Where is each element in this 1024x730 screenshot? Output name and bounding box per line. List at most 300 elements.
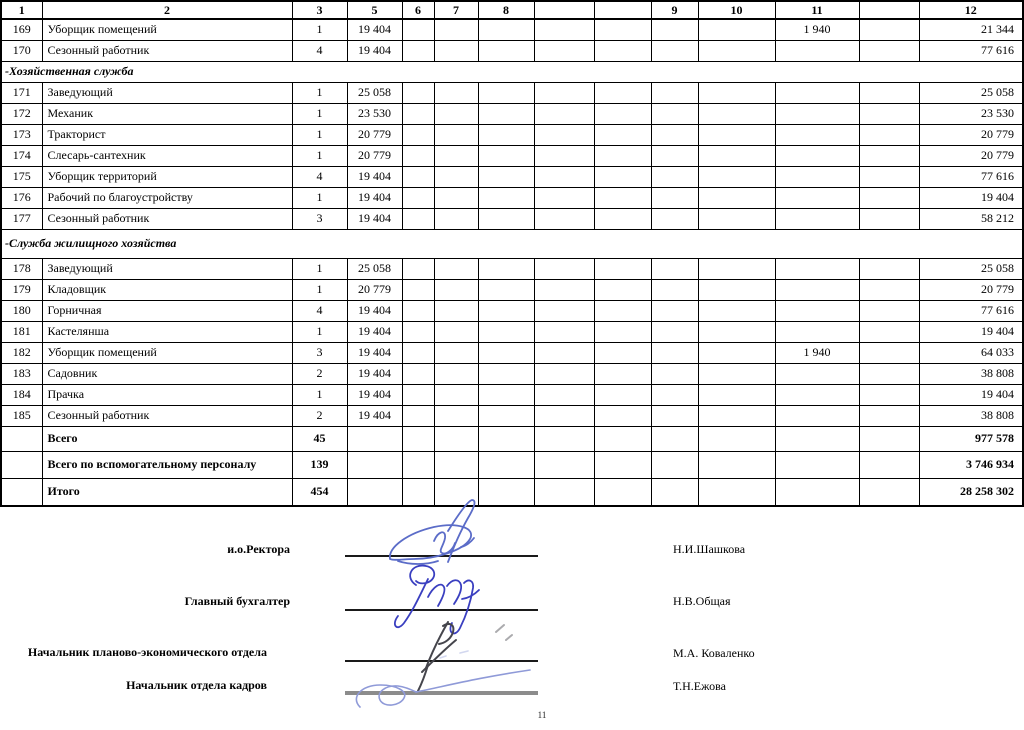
cell-c2: Заведующий [42,258,292,279]
cell-c9 [651,384,698,405]
cell-b3 [859,384,919,405]
column-header-blank [534,1,594,19]
cell-b2 [594,384,651,405]
cell-c3: 4 [292,166,347,187]
table-row [1,258,1023,279]
cell-c10 [698,19,775,40]
cell-c11: 1 940 [775,342,859,363]
cell-c7 [434,363,478,384]
cell-c1: 170 [1,40,42,61]
cell-c7 [434,384,478,405]
cell-c2: Прачка [42,384,292,405]
cell-c12: 28 258 302 [919,478,1023,506]
cell-c10 [698,82,775,103]
cell-b2 [594,451,651,478]
cell-c11 [775,426,859,451]
signatory-name: Т.Н.Ежова [673,679,726,693]
cell-c6 [402,145,434,166]
cell-c9 [651,363,698,384]
cell-b3 [859,166,919,187]
cell-c10 [698,145,775,166]
cell-c3: 3 [292,208,347,229]
table-row [1,279,1023,300]
cell-c9 [651,103,698,124]
cell-c9 [651,208,698,229]
cell-c6 [402,19,434,40]
cell-b2 [594,124,651,145]
cell-c3: 1 [292,82,347,103]
cell-b3 [859,124,919,145]
cell-c5: 19 404 [347,187,402,208]
column-header-10: 10 [698,1,775,19]
cell-c1: 180 [1,300,42,321]
cell-c12: 20 779 [919,124,1023,145]
cell-b3 [859,103,919,124]
cell-c11 [775,300,859,321]
cell-b2 [594,103,651,124]
cell-c2: Всего [42,426,292,451]
cell-b2 [594,145,651,166]
cell-c1: 184 [1,384,42,405]
column-header-blank [594,1,651,19]
cell-c11 [775,187,859,208]
cell-c2: Горничная [42,300,292,321]
cell-c12: 21 344 [919,19,1023,40]
cell-c12: 20 779 [919,145,1023,166]
cell-b2 [594,279,651,300]
cell-c3: 1 [292,19,347,40]
cell-c1: 171 [1,82,42,103]
cell-c9 [651,82,698,103]
cell-b2 [594,82,651,103]
cell-c9 [651,279,698,300]
column-header-3: 3 [292,1,347,19]
column-header-blank [859,1,919,19]
cell-c9 [651,300,698,321]
cell-c5: 19 404 [347,166,402,187]
section-label: -Хозяйственная служба [1,61,1023,82]
cell-c11 [775,478,859,506]
cell-c1: 182 [1,342,42,363]
cell-c7 [434,40,478,61]
cell-c5: 19 404 [347,405,402,426]
column-header-8: 8 [478,1,534,19]
signature-title-rector: и.о.Ректора [227,542,290,556]
cell-c1: 185 [1,405,42,426]
cell-c2: Итого [42,478,292,506]
cell-c9 [651,124,698,145]
cell-c12: 19 404 [919,384,1023,405]
column-header-5: 5 [347,1,402,19]
cell-c10 [698,40,775,61]
cell-c2: Тракторист [42,124,292,145]
cell-c8 [478,279,534,300]
cell-c8 [478,145,534,166]
cell-b1 [534,208,594,229]
cell-b1 [534,279,594,300]
cell-c7 [434,279,478,300]
cell-c7 [434,103,478,124]
cell-c1: 176 [1,187,42,208]
cell-c2: Рабочий по благоустройству [42,187,292,208]
cell-b3 [859,258,919,279]
cell-c9 [651,321,698,342]
cell-c3: 3 [292,342,347,363]
cell-b2 [594,405,651,426]
cell-c11 [775,103,859,124]
cell-c6 [402,103,434,124]
table-row [1,300,1023,321]
cell-b2 [594,321,651,342]
cell-c2: Механик [42,103,292,124]
cell-c2: Кастелянша [42,321,292,342]
cell-c7 [434,208,478,229]
cell-c5: 19 404 [347,384,402,405]
cell-b2 [594,426,651,451]
section-row [1,61,1023,82]
cell-c7 [434,321,478,342]
cell-c5 [347,426,402,451]
cell-b1 [534,82,594,103]
cell-c5: 19 404 [347,321,402,342]
cell-b3 [859,451,919,478]
cell-c12: 23 530 [919,103,1023,124]
cell-c9 [651,258,698,279]
signature-ink-overlay [300,495,560,720]
cell-c1: 174 [1,145,42,166]
cell-c3: 1 [292,187,347,208]
cell-b1 [534,40,594,61]
cell-c10 [698,384,775,405]
cell-c6 [402,451,434,478]
cell-c1: 169 [1,19,42,40]
cell-c6 [402,258,434,279]
cell-b3 [859,187,919,208]
cell-c12: 64 033 [919,342,1023,363]
cell-c8 [478,342,534,363]
cell-b3 [859,300,919,321]
cell-c8 [478,187,534,208]
cell-b2 [594,187,651,208]
cell-c10 [698,342,775,363]
column-header-12: 12 [919,1,1023,19]
table-row [1,384,1023,405]
section-label: -Служба жилищного хозяйства [1,229,1023,258]
cell-b1 [534,342,594,363]
cell-c2: Уборщик помещений [42,342,292,363]
table-row [1,82,1023,103]
cell-b1 [534,451,594,478]
cell-b2 [594,342,651,363]
cell-c10 [698,258,775,279]
cell-c8 [478,363,534,384]
cell-c8 [478,300,534,321]
cell-c2: Всего по вспомогательному персоналу [42,451,292,478]
cell-c12: 38 808 [919,405,1023,426]
cell-b2 [594,258,651,279]
cell-c11 [775,405,859,426]
cell-b1 [534,103,594,124]
cell-c10 [698,300,775,321]
cell-c9 [651,40,698,61]
cell-c5: 19 404 [347,40,402,61]
cell-c8 [478,82,534,103]
cell-b3 [859,363,919,384]
total-row [1,451,1023,478]
cell-b1 [534,300,594,321]
cell-c2: Сезонный работник [42,40,292,61]
cell-c9 [651,19,698,40]
signature-title-planning-head: Начальник планово-экономического отдела [27,645,267,659]
cell-c7 [434,426,478,451]
cell-c6 [402,426,434,451]
table-row [1,363,1023,384]
signature-ink-4 [356,651,530,707]
cell-c12: 3 746 934 [919,451,1023,478]
cell-c11 [775,279,859,300]
cell-c3: 1 [292,145,347,166]
cell-c3: 4 [292,300,347,321]
cell-c1 [1,426,42,451]
cell-c12: 977 578 [919,426,1023,451]
cell-c9 [651,166,698,187]
cell-c12: 58 212 [919,208,1023,229]
cell-c5: 23 530 [347,103,402,124]
cell-c10 [698,279,775,300]
cell-c1 [1,478,42,506]
table-row [1,208,1023,229]
cell-c9 [651,342,698,363]
cell-c8 [478,124,534,145]
cell-c10 [698,208,775,229]
cell-c12: 77 616 [919,40,1023,61]
cell-c6 [402,82,434,103]
cell-c5: 25 058 [347,82,402,103]
cell-b2 [594,166,651,187]
cell-b3 [859,145,919,166]
table-row [1,321,1023,342]
cell-c11 [775,363,859,384]
cell-c12: 20 779 [919,279,1023,300]
cell-c3: 1 [292,124,347,145]
cell-c11 [775,321,859,342]
cell-c10 [698,124,775,145]
cell-c11 [775,124,859,145]
cell-c1: 183 [1,363,42,384]
cell-c8 [478,258,534,279]
cell-c12: 77 616 [919,166,1023,187]
cell-c8 [478,321,534,342]
cell-c9 [651,478,698,506]
cell-c8 [478,384,534,405]
table-row [1,19,1023,40]
cell-b3 [859,208,919,229]
cell-c5: 19 404 [347,208,402,229]
cell-c5: 19 404 [347,363,402,384]
cell-c6 [402,321,434,342]
cell-c8 [478,40,534,61]
cell-b1 [534,321,594,342]
table-row [1,103,1023,124]
cell-c10 [698,363,775,384]
cell-c6 [402,279,434,300]
cell-c1 [1,451,42,478]
cell-c1: 175 [1,166,42,187]
cell-c7 [434,166,478,187]
cell-c7 [434,451,478,478]
cell-c6 [402,342,434,363]
cell-c11 [775,166,859,187]
cell-b1 [534,187,594,208]
cell-b2 [594,478,651,506]
cell-c12: 77 616 [919,300,1023,321]
cell-b3 [859,279,919,300]
cell-c2: Сезонный работник [42,208,292,229]
table-row [1,342,1023,363]
cell-b3 [859,426,919,451]
cell-b1 [534,166,594,187]
cell-c2: Садовник [42,363,292,384]
signatory-name: Н.В.Общая [673,594,731,608]
cell-b2 [594,208,651,229]
cell-b2 [594,300,651,321]
cell-c10 [698,451,775,478]
cell-c11 [775,451,859,478]
cell-c2: Уборщик помещений [42,19,292,40]
cell-c12: 19 404 [919,321,1023,342]
total-row [1,426,1023,451]
cell-c10 [698,478,775,506]
signature-ink-3 [418,622,512,691]
cell-c11 [775,145,859,166]
cell-c5: 25 058 [347,258,402,279]
cell-c11 [775,258,859,279]
cell-c8 [478,166,534,187]
cell-c2: Уборщик территорий [42,166,292,187]
cell-c12: 25 058 [919,82,1023,103]
cell-b3 [859,405,919,426]
cell-c1: 172 [1,103,42,124]
cell-b2 [594,40,651,61]
cell-c8 [478,208,534,229]
cell-c5 [347,451,402,478]
cell-c7 [434,187,478,208]
cell-c6 [402,300,434,321]
cell-c7 [434,19,478,40]
cell-c5: 20 779 [347,279,402,300]
cell-c3: 2 [292,405,347,426]
cell-c11 [775,40,859,61]
cell-c8 [478,451,534,478]
cell-c7 [434,82,478,103]
cell-b1 [534,258,594,279]
cell-c1: 181 [1,321,42,342]
cell-c9 [651,187,698,208]
cell-c1: 177 [1,208,42,229]
cell-c6 [402,40,434,61]
cell-b1 [534,384,594,405]
cell-c11 [775,82,859,103]
cell-b3 [859,40,919,61]
table-row [1,166,1023,187]
table-row [1,124,1023,145]
cell-c7 [434,300,478,321]
signature-ink-2 [395,566,479,634]
table-row [1,405,1023,426]
table-row [1,40,1023,61]
cell-c3: 45 [292,426,347,451]
cell-c7 [434,342,478,363]
cell-c7 [434,145,478,166]
cell-c7 [434,405,478,426]
cell-c3: 454 [292,478,347,506]
cell-b2 [594,19,651,40]
cell-c2: Заведующий [42,82,292,103]
cell-c1: 179 [1,279,42,300]
cell-c8 [478,103,534,124]
cell-c11 [775,384,859,405]
column-header-9: 9 [651,1,698,19]
column-header-1: 1 [1,1,42,19]
table-row [1,145,1023,166]
signature-ink-1 [390,500,475,564]
cell-c10 [698,426,775,451]
cell-c12: 19 404 [919,187,1023,208]
cell-b1 [534,426,594,451]
cell-c6 [402,124,434,145]
cell-c9 [651,451,698,478]
cell-c3: 1 [292,258,347,279]
cell-c10 [698,405,775,426]
cell-c9 [651,426,698,451]
cell-c11: 1 940 [775,19,859,40]
cell-b2 [594,363,651,384]
column-header-row [1,1,1023,19]
page-number: 11 [537,710,547,720]
cell-b1 [534,363,594,384]
signatory-name: Н.И.Шашкова [673,542,746,556]
cell-b1 [534,124,594,145]
cell-c7 [434,258,478,279]
cell-b3 [859,321,919,342]
cell-c5: 20 779 [347,124,402,145]
cell-c11 [775,208,859,229]
cell-c8 [478,19,534,40]
cell-c2: Сезонный работник [42,405,292,426]
cell-c3: 1 [292,103,347,124]
cell-c6 [402,363,434,384]
cell-c12: 25 058 [919,258,1023,279]
cell-b3 [859,342,919,363]
cell-c10 [698,187,775,208]
cell-c3: 139 [292,451,347,478]
cell-c7 [434,124,478,145]
cell-c3: 4 [292,40,347,61]
cell-c5: 19 404 [347,300,402,321]
cell-b3 [859,82,919,103]
signature-title-accountant: Главный бухгалтер [184,594,290,608]
table-row [1,187,1023,208]
cell-c6 [402,187,434,208]
cell-b3 [859,478,919,506]
cell-b1 [534,19,594,40]
cell-c8 [478,426,534,451]
cell-c2: Кладовщик [42,279,292,300]
column-header-7: 7 [434,1,478,19]
column-header-11: 11 [775,1,859,19]
cell-c3: 1 [292,279,347,300]
cell-c9 [651,405,698,426]
